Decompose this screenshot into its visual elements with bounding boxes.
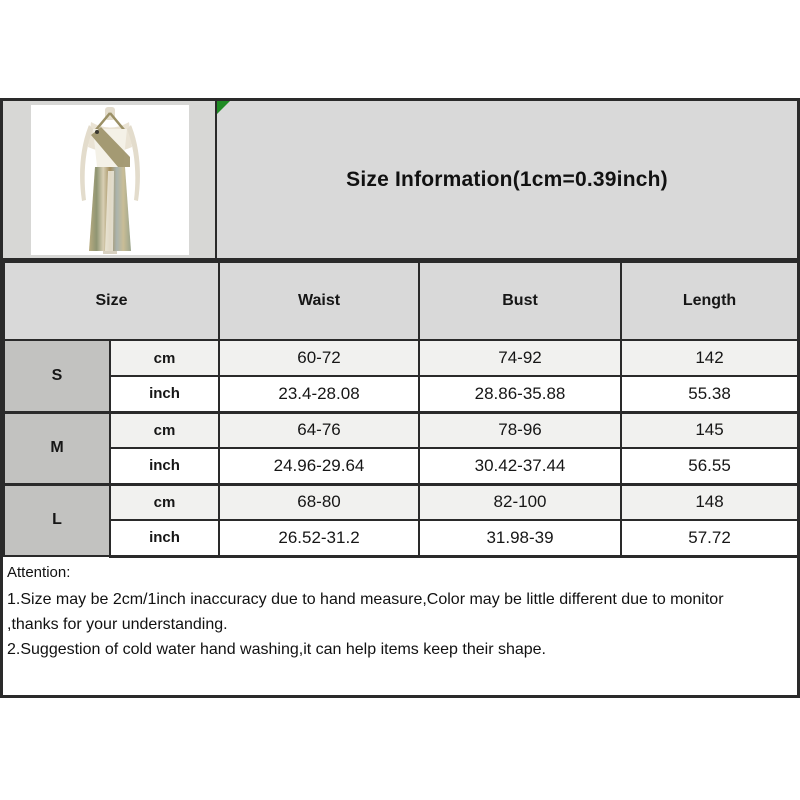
value-cell: 148 bbox=[621, 484, 798, 520]
size-label-m: M bbox=[4, 412, 110, 484]
title-cell bbox=[217, 101, 797, 258]
value-cell: 56.55 bbox=[621, 448, 798, 484]
note-line-1: 1.Size may be 2cm/1inch inaccuracy due to hand measure,Color may be little different due to monitor bbox=[7, 590, 724, 608]
value-cell: 26.52-31.2 bbox=[219, 520, 419, 556]
row-m-inch bbox=[4, 448, 798, 484]
product-photo-cell bbox=[3, 101, 217, 258]
row-s-cm bbox=[4, 340, 798, 376]
unit-label: cm bbox=[110, 484, 219, 520]
unit-label: inch bbox=[110, 448, 219, 484]
size-label-s: S bbox=[4, 340, 110, 412]
page-title: Size Information(1cm=0.39inch) bbox=[346, 167, 668, 191]
value-cell: 31.98-39 bbox=[419, 520, 621, 556]
note-line-3: 2.Suggestion of cold water hand washing,it can help items keep their shape. bbox=[7, 640, 546, 658]
value-cell: 82-100 bbox=[419, 484, 621, 520]
notes-heading: Attention: bbox=[7, 563, 71, 581]
unit-label: inch bbox=[110, 376, 219, 412]
unit-label: cm bbox=[110, 340, 219, 376]
value-cell: 57.72 bbox=[621, 520, 798, 556]
size-table bbox=[3, 261, 799, 558]
value-cell: 28.86-35.88 bbox=[419, 376, 621, 412]
row-l-inch bbox=[4, 520, 798, 556]
row-s-inch bbox=[4, 376, 798, 412]
value-cell: 78-96 bbox=[419, 412, 621, 448]
value-cell: 60-72 bbox=[219, 340, 419, 376]
value-cell: 55.38 bbox=[621, 376, 798, 412]
table-header-row bbox=[4, 262, 798, 340]
unit-label: cm bbox=[110, 412, 219, 448]
green-corner-marker-icon bbox=[217, 101, 230, 114]
row-l-cm bbox=[4, 484, 798, 520]
value-cell: 142 bbox=[621, 340, 798, 376]
dress-illustration-icon bbox=[31, 105, 189, 255]
size-label-l: L bbox=[4, 484, 110, 556]
size-chart-sheet bbox=[0, 98, 800, 698]
value-cell: 24.96-29.64 bbox=[219, 448, 419, 484]
title-row bbox=[3, 101, 797, 261]
row-m-cm bbox=[4, 412, 798, 448]
product-photo bbox=[31, 105, 189, 255]
column-header-size: Size bbox=[4, 262, 219, 340]
column-header-waist: Waist bbox=[219, 262, 419, 340]
value-cell: 68-80 bbox=[219, 484, 419, 520]
column-header-length: Length bbox=[621, 262, 798, 340]
column-header-bust: Bust bbox=[419, 262, 621, 340]
value-cell: 23.4-28.08 bbox=[219, 376, 419, 412]
value-cell: 145 bbox=[621, 412, 798, 448]
notes-section bbox=[3, 558, 797, 662]
value-cell: 30.42-37.44 bbox=[419, 448, 621, 484]
value-cell: 64-76 bbox=[219, 412, 419, 448]
value-cell: 74-92 bbox=[419, 340, 621, 376]
unit-label: inch bbox=[110, 520, 219, 556]
note-line-2: ,thanks for your understanding. bbox=[7, 615, 228, 633]
